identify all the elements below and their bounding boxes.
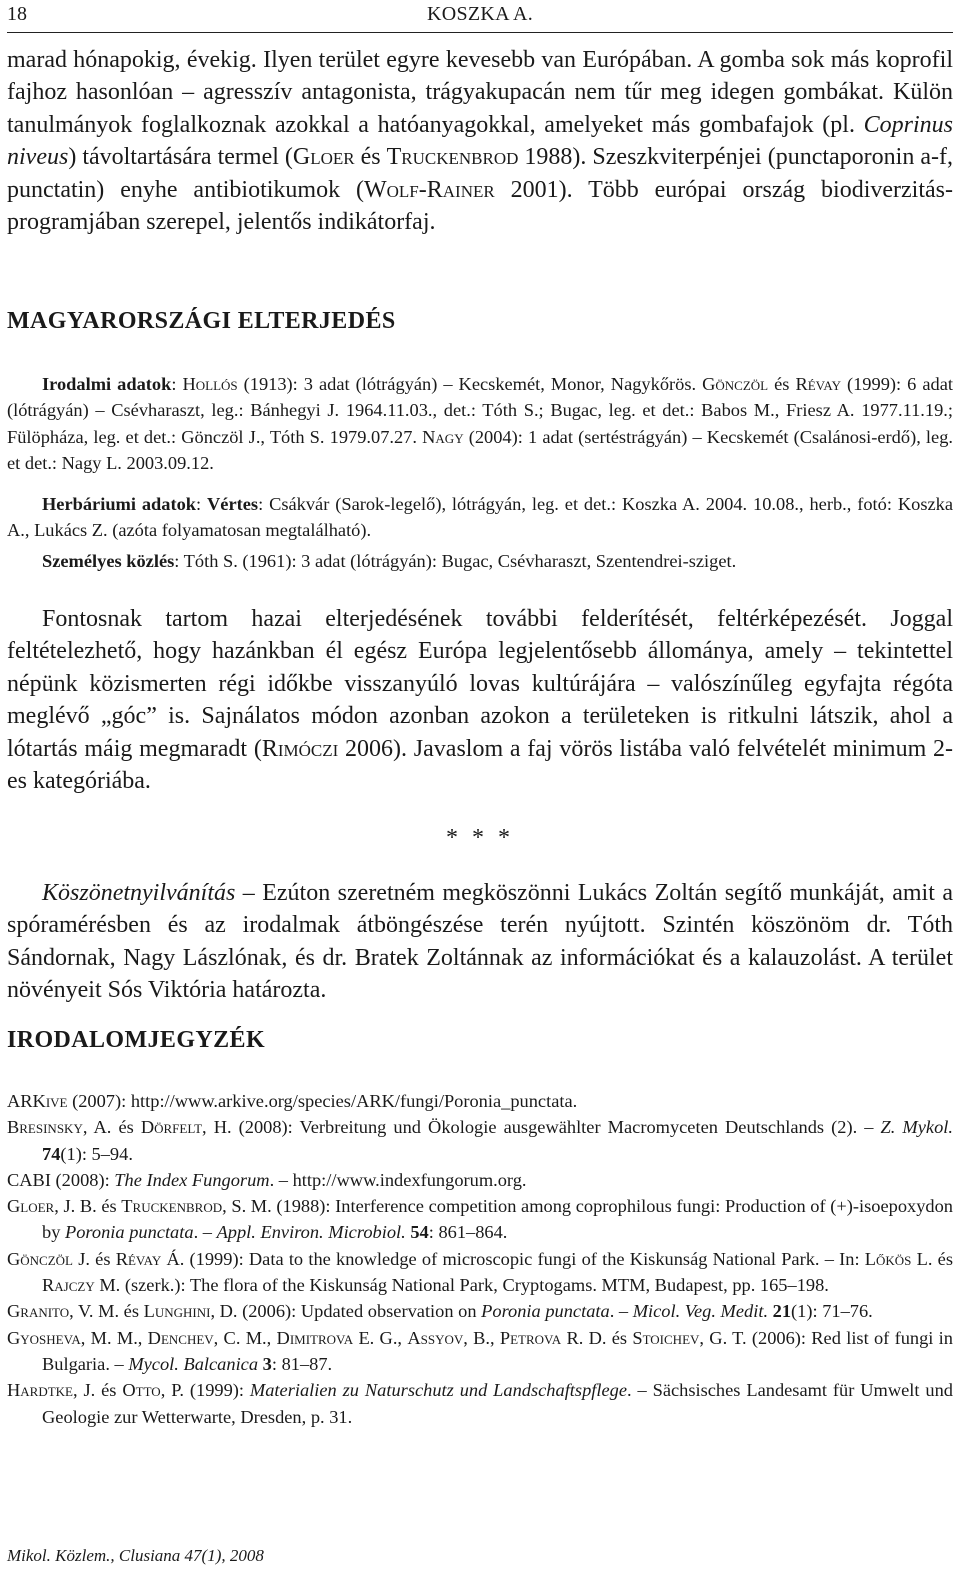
text-run: (2007): http://www.arkive.org/species/ARK/fungi/Poronia_punctata. — [67, 1091, 578, 1111]
text-run: , V. M. és — [69, 1301, 144, 1322]
author-name: Gönczöl — [702, 374, 769, 394]
text-run: , G. T. (2006): Red list of fungi in Bulgaria. – — [42, 1327, 953, 1374]
text-run: marad hónapokig, évekig. Ilyen terület egyre kevesebb van Európában. A gomba sok más koprofil fajhoz hasonlóan – agresszív antagonista, trágyakupacán nem tűr meg idegen gombákat. Külön tanulmányok foglalkoznak azokkal a hatóanyagokkal, amelyeket más gombafajok (pl. — [7, 47, 953, 138]
text-run: , J. és — [73, 1380, 123, 1401]
text-run: : 81–87. — [271, 1353, 333, 1374]
author-name: Gyosheva — [7, 1327, 81, 1348]
text-run: , S. M. (1988): Interference competition among coprophilous fungi: Production of (+)-isoepoxydon by — [42, 1196, 953, 1243]
acknowledgements — [7, 877, 953, 1007]
volume-number: 21 — [772, 1301, 792, 1322]
text-run: és — [354, 144, 387, 171]
text-run: . – http://www.indexfungorum.org. — [269, 1169, 527, 1190]
text-run: , D. (2006): Updated observation on — [210, 1301, 482, 1322]
record-label: Személyes közlés — [42, 551, 175, 571]
text-run: (2004): 1 adat (sertéstrágyán) – Kecskemét (Csalánosi-erdő), leg. et det.: Nagy L. 2003.09.12. — [7, 426, 953, 473]
text-run: , C. M., — [213, 1327, 277, 1348]
text-run: : — [171, 374, 183, 394]
author-name: Wolf-Rainer — [363, 176, 495, 203]
literature-records — [7, 371, 953, 476]
section-heading-references: IRODALOMJEGYZÉK — [7, 1027, 266, 1053]
journal-name: Z. Mykol. — [880, 1117, 953, 1138]
author-name: Granito — [7, 1301, 70, 1322]
paragraph-ecology — [7, 44, 953, 238]
record-label: Herbáriumi adatok — [42, 494, 197, 514]
species-name: Poronia punctata — [65, 1222, 194, 1243]
volume-number: 74 — [42, 1143, 61, 1164]
text-run: : 861–864. — [428, 1222, 508, 1243]
author-name: Nagy — [422, 426, 464, 447]
section-heading-distribution: MAGYARORSZÁGI ELTERJEDÉS — [7, 308, 396, 334]
text-run: 1988). Szeszkviterpénjei (punctaporonin a-f, punctatin) enyhe antibiotikumok ( — [7, 144, 953, 203]
journal-name: Mycol. Balcanica — [128, 1353, 259, 1374]
text-run: J. és — [73, 1248, 116, 1269]
header-rule — [7, 32, 953, 33]
page-footer: Mikol. Közlem., Clusiana 47(1), 2008 — [7, 1546, 264, 1565]
text-run: ) távoltartására termel ( — [68, 144, 293, 171]
author-name: Assyov — [407, 1327, 464, 1348]
author-name: Dimitrova — [276, 1327, 354, 1348]
personal-communication — [7, 548, 953, 574]
reference-item — [7, 1246, 953, 1299]
text-run: (1): 5–94. — [60, 1143, 133, 1164]
reference-item — [7, 1298, 953, 1324]
text-run: : — [196, 494, 208, 514]
author-name: Hollós — [182, 374, 238, 394]
reference-item — [7, 1114, 953, 1167]
species-name: Poronia punctata — [481, 1301, 610, 1322]
text-run: , A. és — [82, 1117, 141, 1138]
work-title: Materialien zu Naturschutz und Landschaftspflege — [249, 1380, 628, 1401]
journal-name: Appl. Environ. Microbiol. — [216, 1222, 406, 1243]
text-run: , M. M., — [80, 1327, 148, 1348]
text-run: L. és — [911, 1248, 953, 1269]
author-name: Rimóczi — [261, 735, 339, 762]
volume-number: 3 — [262, 1353, 272, 1374]
author-name: Gloer — [292, 144, 355, 171]
text-run: és — [768, 374, 796, 394]
text-run: (1): 71–76. — [791, 1301, 873, 1322]
author-name: ARKive — [7, 1091, 68, 1111]
section-separator: * * * — [446, 825, 514, 851]
author-name: Otto — [122, 1380, 161, 1401]
author-name: Truckenbrod — [121, 1196, 223, 1217]
region-name: Vértes — [207, 494, 259, 514]
text-run: . – — [193, 1222, 217, 1243]
text-run: M. (szerk.): The flora of the Kiskunság National Park, Cryptogams. MTM, Budapest, pp. 165–198. — [94, 1275, 829, 1296]
author-name: Hardtke — [7, 1380, 73, 1401]
author-name: Rajczy — [42, 1275, 95, 1296]
reference-item — [7, 1193, 953, 1246]
reference-item — [7, 1167, 953, 1193]
reference-item — [7, 1377, 953, 1430]
author-name: Lőkös — [864, 1248, 912, 1269]
author-name: Gloer — [7, 1196, 55, 1217]
journal-name: Micol. Veg. Medit. — [632, 1301, 769, 1322]
reference-item — [7, 1325, 953, 1378]
text-run: : Csákvár (Sarok-legelő), lótrágyán, leg. et det.: Koszka A. 2004. 10.08., herb., fotó: Koszka A., Lukács Z. (azóta folyamatosan megtalálható). — [7, 494, 953, 541]
herbarium-records — [7, 491, 953, 544]
text-run: . – — [609, 1301, 633, 1322]
author-name: Truckenbrod — [386, 144, 519, 171]
text-run: 2006). Javaslom a faj vörös listába való felvételét minimum 2-es kategóriába. — [7, 735, 954, 795]
page-header — [7, 3, 953, 29]
text-run: , J. B. és — [54, 1196, 122, 1217]
text-run: R. D. és — [561, 1327, 633, 1348]
reference-item — [7, 1088, 953, 1114]
text-run: E. G., — [353, 1327, 408, 1348]
author-name: Révay — [115, 1248, 162, 1269]
reference-list — [7, 1088, 953, 1430]
author-name: Gönczöl — [7, 1248, 73, 1269]
author-name: CABI — [7, 1169, 51, 1190]
author-name: Dörfelt — [140, 1117, 203, 1138]
species-name: Coprinus niveus — [7, 111, 953, 171]
text-run: , H. (2008): Verbreitung und Ökologie ausgewählter Macromyceten Deutschlands (2). – — [202, 1117, 881, 1138]
text-run: (2008): — [50, 1169, 115, 1190]
page-number: 18 — [7, 3, 27, 25]
text-run: Fontosnak tartom hazai elterjedésének további felderítését, feltérképezését. Joggal feltételezhető, hogy hazánkban él egész Európa legjelentősebb állománya, amely – tekintettel népünk közismerten régi időkbe visszanyúló lovas kultúrájára – valószínűleg egyfajta régóta meglévő „góc” is. Sajnálatos módon azonban azokon a területeken is ritkulni látszik, ahol a lótartás máig megmaradt ( — [7, 606, 953, 762]
text-run: . – Sächsisches Landesamt für Umwelt und Geologie zur Wetterwarte, Dresden, p. 31. — [42, 1380, 953, 1427]
work-title: The Index Fungorum — [114, 1169, 270, 1190]
text-run: , B., — [463, 1327, 500, 1348]
running-head: KOSZKA A. — [426, 3, 534, 25]
author-name: Révay — [795, 374, 841, 394]
volume-number: 54 — [410, 1222, 429, 1243]
author-name: Bresinsky — [7, 1117, 83, 1138]
author-name: Lunghini — [143, 1301, 211, 1322]
text-run: – Ezúton szeretném megköszönni Lukács Zoltán segítő munkáját, amit a spóramérésben és az irodalmak átböngészése terén nyújtott. Szintén köszönöm dr. Tóth Sándornak, Nagy Lászlónak, és dr. Bratek Zoltánnak az információkat és a kalauzolást. A terület növényeit Sós Viktória határozta. — [7, 880, 953, 1004]
record-label: Irodalmi adatok — [42, 374, 172, 394]
text-run: 2001). Több európai ország biodiverzitás-programjában szerepel, jelentős indikátorfaj. — [7, 176, 953, 236]
text-run: , P. (1999): — [160, 1380, 250, 1401]
author-name: Denchev — [147, 1327, 214, 1348]
author-name: Petrova — [499, 1327, 562, 1348]
text-run: Á. (1999): Data to the knowledge of microscopic fungi of the Kiskunság National Park. – In: — [161, 1248, 865, 1269]
ack-label: Köszönetnyilvánítás — [42, 880, 236, 906]
author-name: Stoichev — [632, 1327, 700, 1348]
text-run: : Tóth S. (1961): 3 adat (lótrágyán): Bugac, Csévharaszt, Szentendrei-sziget. — [174, 551, 737, 571]
paragraph-conservation — [7, 603, 953, 797]
text-run: (1913): 3 adat (lótrágyán) – Kecskemét, Monor, Nagykőrös. — [237, 374, 703, 394]
text-run: (1999): 6 adat (lótrágyán) – Csévharaszt, leg.: Bánhegyi J. 1964.11.03., det.: Tóth S.; Bugac, leg. et det.: Babos M., Friesz A. 1977.11.19.; Fülöpháza, leg. et det.: Gönczöl J., Tóth S. 1979.07.27. — [7, 374, 953, 447]
